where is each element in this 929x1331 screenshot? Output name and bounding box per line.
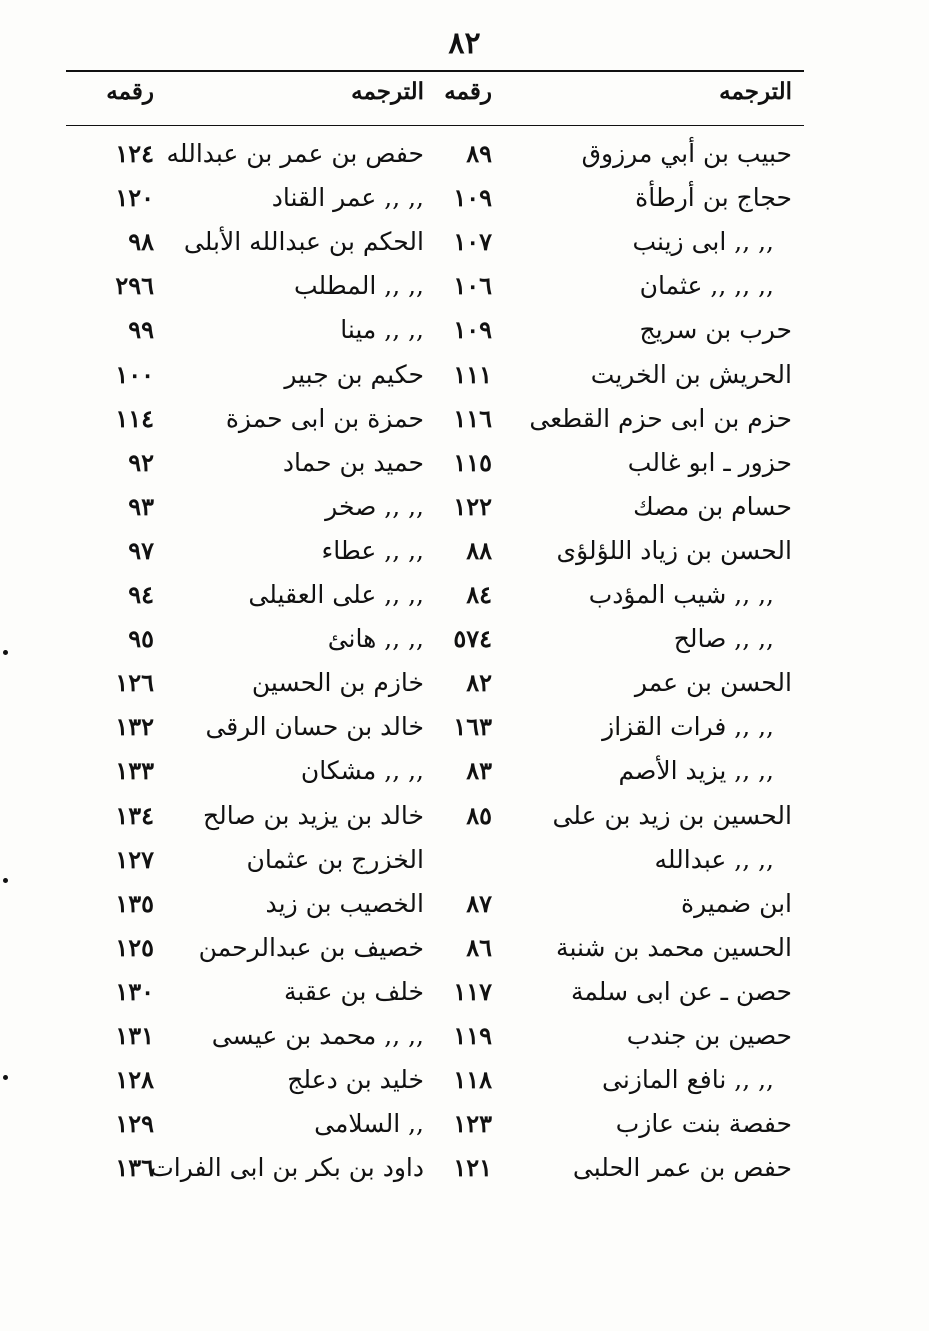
left-num-cell: ١٣٣	[115, 756, 154, 786]
table-row	[66, 840, 804, 884]
left-name-cell: حفص بن عمر بن عبدالله	[166, 139, 424, 168]
right-name-cell: ,, ,, ,, عثمان	[639, 271, 774, 301]
left-num-cell: ١٣٤	[115, 800, 154, 830]
right-name-cell: الحسين محمد بن شنبة	[556, 932, 792, 962]
right-num-cell: ٨٨	[466, 535, 492, 565]
table-row	[66, 575, 804, 619]
right-num-cell: ١١٨	[453, 1065, 492, 1095]
left-name-cell: خليد بن دعلج	[287, 1065, 424, 1095]
right-num-cell: ٨٣	[466, 756, 492, 786]
table-row	[66, 884, 804, 928]
table-row	[66, 134, 804, 178]
left-num-cell: ١٢٥	[115, 932, 154, 962]
table-row	[66, 266, 804, 310]
right-name-cell: ,, ,, فرات القزاز	[602, 712, 774, 742]
right-num-cell: ٨٧	[466, 888, 492, 918]
margin-dot	[3, 1075, 8, 1080]
left-name-cell: ,, ,, المطلب	[293, 271, 424, 301]
right-num-cell: ٨٩	[466, 139, 492, 168]
left-num-cell: ٩٨	[128, 227, 154, 257]
left-name-cell: حميد بن حماد	[282, 447, 424, 477]
margin-dot	[3, 878, 8, 883]
right-name-cell: الحسن بن زياد اللؤلؤى	[556, 535, 792, 565]
top-rule	[66, 70, 804, 72]
right-num-cell: ٨٦	[466, 932, 492, 962]
table-row	[66, 1016, 804, 1060]
left-name-cell: ,, السلامى	[314, 1109, 424, 1139]
right-name-cell: ,, ,, صالح	[673, 624, 774, 654]
left-num-cell: ٩٣	[128, 491, 154, 521]
right-num-cell: ١١٩	[453, 1021, 492, 1050]
left-num-cell: ١٢٧	[115, 844, 154, 874]
left-num-cell: ١٠٠	[115, 359, 154, 389]
table-row	[66, 1060, 804, 1104]
page-number: ٨٢	[448, 26, 481, 61]
right-num-cell: ١١١	[453, 359, 492, 389]
right-name-cell: ,, ,, شيب المؤدب	[588, 580, 774, 609]
table-row	[66, 663, 804, 707]
margin-dot	[3, 650, 8, 655]
header-rule	[66, 125, 804, 126]
right-num-cell: ١٠٧	[453, 227, 492, 257]
left-num-cell: ١٢٨	[115, 1065, 154, 1095]
right-num-cell: ٨٤	[466, 580, 492, 609]
right-name-cell: حجاج بن أرطأة	[635, 183, 792, 213]
right-num-cell: ١٢١	[453, 1153, 492, 1183]
left-num-cell: ١٣٥	[115, 888, 154, 918]
table-row	[66, 443, 804, 487]
left-num-cell: ٩٤	[128, 580, 154, 609]
right-name-cell: حفصة بنت عازب	[615, 1109, 792, 1139]
left-num-cell: ٩٧	[128, 535, 154, 565]
left-num-cell: ١٣٠	[115, 976, 154, 1006]
left-name-cell: داود بن بكر بن ابى الفرات	[150, 1153, 424, 1183]
right-name-cell: ,, ,, ابى زينب	[632, 227, 774, 257]
left-num-cell: ١٢٦	[115, 668, 154, 698]
right-name-cell: حصين بن جندب	[626, 1021, 792, 1050]
right-num-cell: ١١٧	[453, 976, 492, 1006]
table-row	[66, 531, 804, 575]
left-name-cell: حمزة بن ابى حمزة	[225, 403, 424, 433]
right-num-cell: ١٢٣	[453, 1109, 492, 1139]
right-name-cell: ابن ضميرة	[681, 888, 792, 918]
left-num-cell: ١٣٢	[115, 712, 154, 742]
right-num-cell: ١٦٣	[453, 712, 492, 742]
table-row	[66, 399, 804, 443]
header-left-name: الترجمه	[351, 78, 424, 105]
left-num-cell: ٩٥	[128, 624, 154, 654]
right-name-cell: الحريش بن الخريت	[590, 359, 792, 389]
right-name-cell: حسام بن مصك	[633, 491, 792, 521]
left-name-cell: ,, ,, مشكان	[300, 756, 424, 786]
right-num-cell: ١١٦	[453, 403, 492, 433]
left-name-cell: حكيم بن جبير	[284, 359, 424, 389]
right-name-cell: الحسن بن عمر	[634, 668, 792, 698]
right-num-cell: ٨٥	[466, 800, 492, 830]
left-name-cell: خالد بن يزيد بن صالح	[202, 800, 424, 830]
header-right-name: الترجمه	[719, 78, 792, 105]
left-name-cell: خلف بن عقبة	[283, 976, 424, 1006]
left-num-cell: ٩٢	[128, 447, 154, 477]
table-row	[66, 751, 804, 795]
left-name-cell: ,, ,, مينا	[340, 315, 424, 345]
right-name-cell: الحسين بن زيد بن على	[552, 800, 792, 830]
table-header	[66, 78, 804, 118]
table-row	[66, 972, 804, 1016]
right-name-cell: ,, ,, يزيد الأصم	[618, 756, 774, 786]
right-num-cell: ١٠٩	[453, 183, 492, 213]
left-num-cell: ١٣١	[115, 1021, 154, 1050]
right-name-cell: حفص بن عمر الحلبى	[572, 1153, 792, 1183]
left-name-cell: ,, ,, محمد بن عيسى	[211, 1021, 424, 1050]
right-name-cell: ,, ,, عبدالله	[654, 844, 774, 874]
right-num-cell: ٥٧٤	[453, 624, 492, 654]
right-name-cell: حصن ـ عن ابى سلمة	[570, 976, 792, 1006]
table-row	[66, 1148, 804, 1192]
left-name-cell: الحكم بن عبدالله الأبلى	[183, 227, 424, 257]
header-left-num: رقمه	[106, 78, 154, 105]
table-row	[66, 707, 804, 751]
right-name-cell: حزم بن ابى حزم القطعى	[529, 403, 792, 433]
left-num-cell: ١٣٦	[115, 1153, 154, 1183]
left-name-cell: ,, ,, عمر القناد	[271, 183, 424, 213]
left-name-cell: ,, ,, صخر	[325, 491, 424, 521]
header-right-num: رقمه	[444, 78, 492, 105]
table-row	[66, 355, 804, 399]
table-row	[66, 619, 804, 663]
left-num-cell: ١٢٩	[115, 1109, 154, 1139]
right-name-cell: حرب بن سريج	[639, 315, 792, 345]
left-name-cell: الخصيب بن زيد	[265, 888, 424, 918]
left-num-cell: ١٢٤	[115, 139, 154, 168]
right-name-cell: حزور ـ ابو غالب	[627, 447, 792, 477]
left-name-cell: ,, ,, هانئ	[327, 624, 424, 654]
right-num-cell	[432, 840, 492, 884]
left-name-cell: خازم بن الحسين	[251, 668, 424, 698]
table-row	[66, 178, 804, 222]
left-num-cell: ٢٩٦	[115, 271, 154, 301]
table-row	[66, 928, 804, 972]
left-name-cell: الخزرج بن عثمان	[246, 844, 424, 874]
right-num-cell: ١١٥	[453, 447, 492, 477]
right-name-cell: ,, ,, نافع المازنى	[602, 1065, 774, 1095]
right-num-cell: ١٢٢	[453, 491, 492, 521]
table-row	[66, 487, 804, 531]
right-num-cell: ٨٢	[466, 668, 492, 698]
table-row	[66, 796, 804, 840]
left-name-cell: ,, ,, على العقيلى	[248, 580, 424, 609]
left-num-cell: ١٢٠	[115, 183, 154, 213]
right-name-cell: حبيب بن أبي مرزوق	[581, 139, 792, 168]
left-name-cell: خصيف بن عبدالرحمن	[198, 932, 424, 962]
left-num-cell: ١١٤	[115, 403, 154, 433]
table-row	[66, 222, 804, 266]
left-name-cell: خالد بن حسان الرقى	[205, 712, 424, 742]
right-num-cell: ١٠٩	[453, 315, 492, 345]
table-row	[66, 1104, 804, 1148]
left-name-cell: ,, ,, عطاء	[321, 535, 424, 565]
left-num-cell: ٩٩	[128, 315, 154, 345]
right-num-cell: ١٠٦	[453, 271, 492, 301]
table-row	[66, 310, 804, 354]
